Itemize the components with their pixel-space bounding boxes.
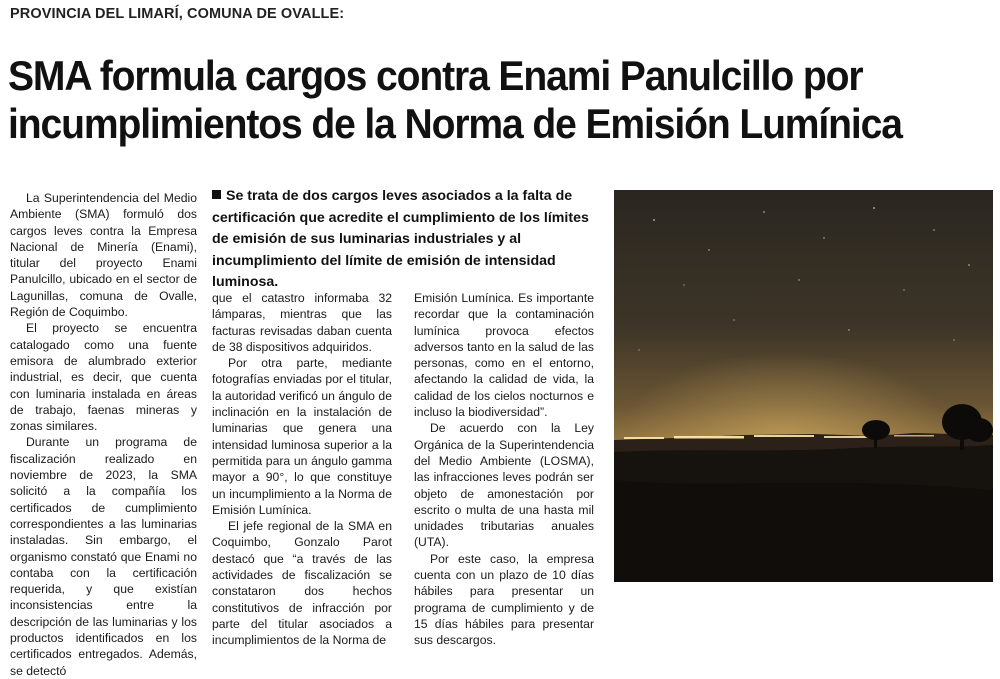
paragraph: El jefe regional de la SMA en Coquimbo, Gonzalo Parot destacó que “a través de las actividades de fiscalización se constataron dos hechos constitutivos de infracción por parte del titular asociados a incumplimientos de la Norma de — [212, 519, 392, 648]
paragraph: Durante un programa de fiscalización realizado en noviembre de 2023, la SMA solicitó a la compañía los certificados de cumplimiento correspondientes a las luminarias instaladas. Sin embargo, el organismo constató que Enami no contaba con la certificación requerida, y que existían inconsistencias entre la descripción de las luminarias y los productos identificados en los certificados entregados. Además, se detectó — [10, 435, 197, 678]
paragraph: De acuerdo con la Ley Orgánica de la Superintendencia del Medio Ambiente (LOSMA), las infracciones leves podrán ser objeto de amonestación por escrito o multa de una hasta mil unidades tributarias anuales (UTA). — [414, 421, 594, 550]
body-column-3 — [414, 290, 594, 649]
lead-text: Se trata de dos cargos leves asociados a la falta de certificación que acredite el cumplimiento de los límites de emisión de sus luminarias industriales y al incumplimiento del límite de emisión de intensidad luminosa. — [212, 188, 589, 290]
body-column-2 — [212, 290, 392, 649]
paragraph: La Superintendencia del Medio Ambiente (SMA) formuló dos cargos leves contra la Empresa Nacional de Minería (Enami), titular del proyecto Enami Panulcillo, ubicado en el sector de Lagunillas, comuna de Ovalle, Región de Coquimbo. — [10, 191, 197, 320]
body-column-1 — [10, 190, 197, 679]
lead-paragraph — [212, 186, 597, 294]
paragraph: Por otra parte, mediante fotografías enviadas por el titular, la autoridad verificó un ángulo de inclinación en la instalación de luminarias que genera una intensidad luminosa superior a la permitida para un ángulo gamma mayor a 90°, lo que constituye un incumplimiento a la Norma de Emisión Lumínica. — [212, 356, 392, 517]
photo-illustration — [614, 190, 993, 582]
night-sky-light-pollution-photo — [614, 190, 993, 582]
paragraph: que el catastro informaba 32 lámparas, mientras que las facturas revisadas daban cuenta de 38 dispositivos adquiridos. — [212, 291, 392, 354]
paragraph: Emisión Lumínica. Es importante recordar que la contaminación lumínica provoca efectos adversos tanto en la salud de las personas, como en el entorno, afectando la calidad de vida, la calidad de los cielos nocturnos e incluso la biodiversidad”. — [414, 291, 594, 420]
paragraph: Por este caso, la empresa cuenta con un plazo de 10 días hábiles para presentar un programa de cumplimiento y de 15 días hábiles para presentar sus descargos. — [414, 551, 594, 648]
paragraph: El proyecto se encuentra catalogado como una fuente emisora de alumbrado exterior industrial, es decir, que cuenta con luminaria instalada en áreas de trabajo, faenas mineras y zonas similares. — [10, 321, 197, 434]
square-bullet-icon — [212, 190, 221, 199]
section-kicker: PROVINCIA DEL LIMARÍ, COMUNA DE OVALLE: — [10, 6, 345, 22]
article-headline: SMA formula cargos contra Enami Panulcillo por incumplimientos de la Norma de Emisión Lumínica — [8, 52, 902, 147]
